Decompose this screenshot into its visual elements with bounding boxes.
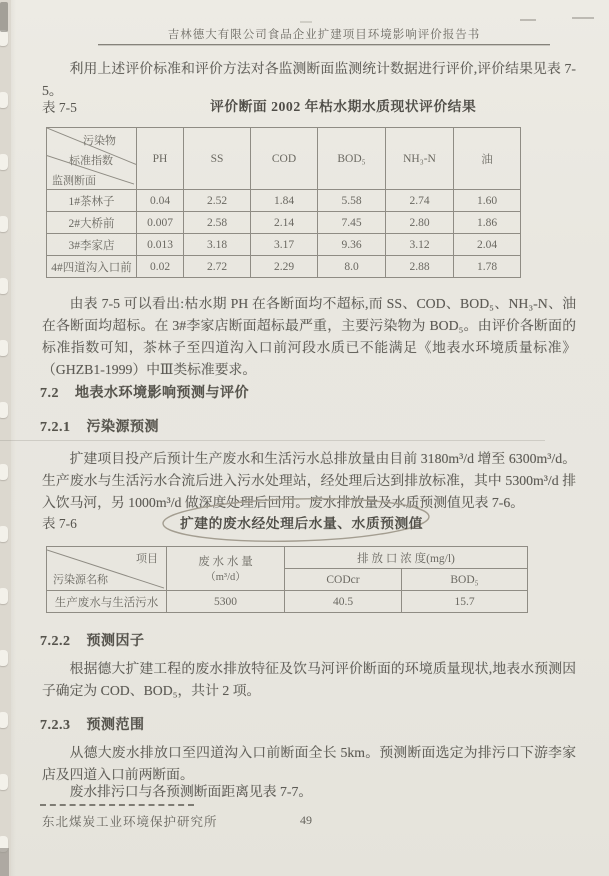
section-title: 预测因子 [86,634,145,649]
section-7-2-3-body-2: 废水排污口与各预测断面距离见表 7-7。 [69,784,313,799]
section-7-2-2-heading [40,630,145,650]
scan-smudge [0,2,8,32]
binding-edge [0,0,11,876]
table-cell: 2.14 [251,212,318,234]
intro-paragraph: 利用上述评价标准和评价方法对各监测断面监测统计数据进行评价,评价结果见表 7-5。 [42,61,576,98]
binding-notch [0,278,8,294]
scan-mark [300,21,312,23]
binding-notch [0,712,8,728]
row-header: 4#四道沟入口前 [47,256,137,278]
section-title: 地表水环境影响预测与评价 [75,386,249,401]
column-header: COD [251,128,318,190]
table-cell: 0.04 [137,190,184,212]
row-header: 2#大桥前 [47,212,137,234]
section-number: 7.2 [40,386,59,401]
corner-label-pollutant: 污染物 [83,135,116,147]
section-7-2-1-body: 扩建项目投产后预计生产废水和生活污水总排放量由目前 3180m³/d 增至 6300m³/d。生产废水与生活污水合流后进入污水处理站，经处理后达到排放标准，其中 5300m³/d 排入饮马河，另 1000m³/d 做深度处理后回用。废水排放量及水质预测值见表 7-6。 [42,451,576,510]
section-number: 7.2.2 [40,634,71,649]
column-header-concentration: 排 放 口 浓 度(mg/l) [285,547,528,569]
section-7-2-2-body: 根据德大扩建工程的废水排放特征及饮马河评价断面的环境质量现状,地表水预测因子确定为 COD、BOD₅，共计 2 项。 [42,661,576,698]
column-header: SS [184,128,251,190]
sub-column-header: CODcr [285,569,402,591]
diagonal-header-cell [47,128,137,190]
sub-column-header: BOD₅ [402,569,528,591]
corner-label-monitor-section: 监测断面 [52,175,96,187]
table-7-5-title: 评价断面 2002 年枯水期水质现状评价结果 [210,99,477,114]
footer-rule [40,804,194,806]
section-7-2-heading [40,382,249,402]
binding-notch [0,464,8,480]
table-cell: 8.0 [318,256,386,278]
table-cell: 9.36 [318,234,386,256]
table-cell: 5300 [167,591,285,613]
flow-unit-label: （m³/d） [205,572,246,583]
page-number: 49 [300,813,312,827]
column-header: BOD₅ [318,128,386,190]
diagonal-header-cell [47,547,167,591]
section-7-2-1-heading [40,416,159,436]
footer-organization: 东北煤炭工业环境保护研究所 [42,815,218,829]
table-7-6-label: 表 7-6 [42,516,77,531]
table-row [47,190,521,212]
binding-notch [0,650,8,666]
binding-notch [0,402,8,418]
table-cell: 3.12 [386,234,454,256]
table-cell: 1.86 [454,212,521,234]
table-7-5-label: 表 7-5 [42,100,77,115]
scan-crease-line [0,440,545,441]
table-cell: 2.74 [386,190,454,212]
scan-mark [572,17,594,19]
table-cell: 2.58 [184,212,251,234]
table-cell: 7.45 [318,212,386,234]
binding-notch [0,154,8,170]
row-header: 3#李家店 [47,234,137,256]
table-cell: 2.29 [251,256,318,278]
binding-notch [0,340,8,356]
corner-label-item: 项目 [136,553,158,565]
table-7-6-title: 扩建的废水经处理后水量、水质预测值 [180,516,424,531]
section-title: 预测范围 [86,718,145,733]
table-cell: 1.60 [454,190,521,212]
table-cell: 1.84 [251,190,318,212]
column-header: 油 [454,128,521,190]
table-cell: 3.18 [184,234,251,256]
section-title: 污染源预测 [86,420,159,435]
binding-notch [0,526,8,542]
header-rule [98,44,550,46]
table-cell: 0.007 [137,212,184,234]
scan-mark [520,19,536,21]
table-7-5 [46,127,521,278]
section-number: 7.2.1 [40,420,71,435]
scan-smudge [0,848,9,876]
binding-notch [0,92,8,108]
page-header-title: 吉林德大有限公司食品企业扩建项目环境影响评价报告书 [167,29,481,41]
binding-notch [0,588,8,604]
table-row [47,212,521,234]
table-cell: 15.7 [402,591,528,613]
table-cell: 5.58 [318,190,386,212]
binding-notch [0,30,8,46]
column-header: PH [137,128,184,190]
section-number: 7.2.3 [40,718,71,733]
analysis-paragraph: 由表 7-5 可以看出:枯水期 PH 在各断面均不超标,而 SS、COD、BOD₅、NH₃-N、油在各断面均超标。在 3#李家店断面超标最严重，主要污染物为 BOD₅。由评价各断面的标准指数可知，茶林子至四道沟入口前河段水质已不能满足《地表水环境质量标准》（GHZB1-1999）中Ⅲ类标准要求。 [42,296,576,377]
table-row [47,256,521,278]
corner-label-source-name: 污染源名称 [53,574,108,586]
row-header: 生产废水与生活污水 [47,591,167,613]
column-header-flow [167,547,285,591]
binding-notch [0,216,8,232]
section-7-2-3-body: 从德大废水排放口至四道沟入口前断面全长 5km。预测断面选定为排污口下游李家店及四道入口前两断面。 [42,745,576,782]
column-header: NH₃-N [386,128,454,190]
table-cell: 2.80 [386,212,454,234]
table-cell: 0.013 [137,234,184,256]
table-cell: 0.02 [137,256,184,278]
flow-header-label: 废 水 水 量 [198,556,253,568]
corner-label-standard-index: 标准指数 [69,155,113,167]
binding-notch [0,774,8,790]
table-cell: 1.78 [454,256,521,278]
table-row [47,234,521,256]
table-cell: 2.72 [184,256,251,278]
row-header: 1#茶林子 [47,190,137,212]
table-7-6 [46,546,528,613]
table-cell: 3.17 [251,234,318,256]
table-cell: 2.04 [454,234,521,256]
table-cell: 40.5 [285,591,402,613]
table-cell: 2.52 [184,190,251,212]
table-cell: 2.88 [386,256,454,278]
section-7-2-3-heading [40,714,145,734]
table-row [47,591,528,613]
